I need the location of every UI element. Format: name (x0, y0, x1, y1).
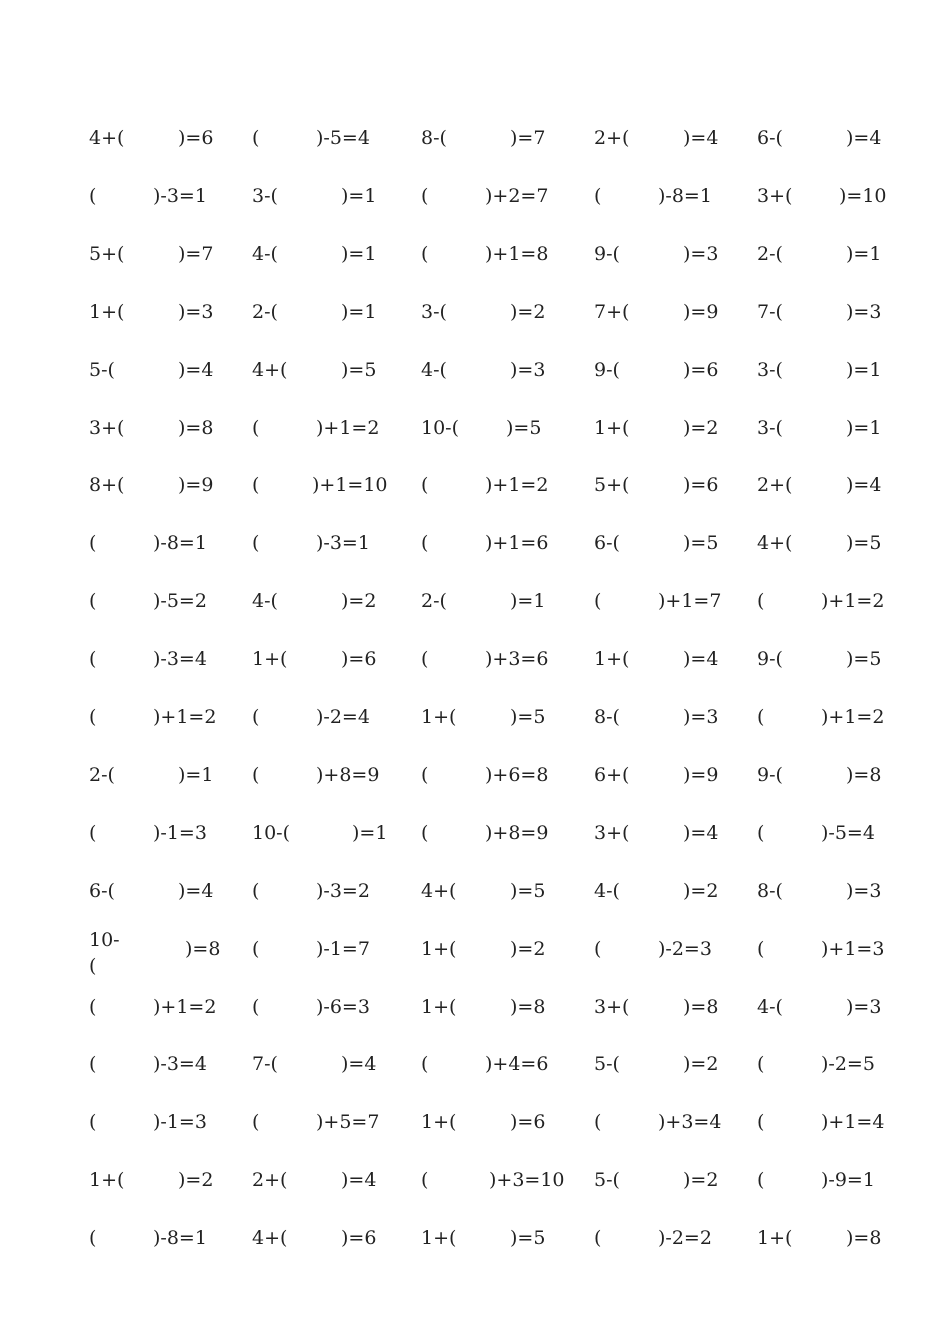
equation-right-part: )=7 (178, 242, 214, 265)
equation-left-part: 8-( (594, 706, 620, 728)
worksheet-row (0, 532, 950, 590)
equation-right-part: )=1 (846, 416, 882, 439)
equation-right-part: )=8 (510, 995, 546, 1018)
worksheet-row (0, 301, 950, 359)
equation-right-part: )=3 (846, 995, 882, 1018)
equation-right-part: )-5=4 (821, 821, 875, 844)
equation-right-part: )-2=4 (316, 706, 370, 728)
equation-right-part: )=8 (683, 995, 719, 1018)
equation-left-part: ( (421, 1169, 429, 1192)
equation-right-part: )+1=3 (821, 937, 885, 960)
equation-right-part: )=2 (683, 1169, 719, 1192)
equation-right-part: )=3 (846, 300, 882, 323)
equation-left-part: 3-( (757, 416, 783, 439)
equation-left-part: 4-( (421, 358, 447, 381)
equation-left-part: 7-( (252, 1053, 278, 1076)
equation-left-part: 1+( (757, 1227, 793, 1250)
equation-left-part: 2-( (757, 242, 783, 265)
equation-right-part: )-5=2 (153, 590, 207, 613)
equation-left-part: 1+( (421, 1227, 457, 1250)
equation-left-part: 1+( (594, 648, 630, 671)
equation-right-part: )=1 (846, 242, 882, 265)
equation-right-part: )=3 (683, 242, 719, 265)
equation-right-part: )=6 (341, 648, 377, 671)
equation-right-part: )+5=7 (316, 1111, 380, 1134)
equation-right-part: )-1=7 (316, 937, 370, 960)
equation-left-part: ( (89, 590, 97, 613)
equation-right-part: )=4 (683, 127, 719, 149)
equation-right-part: )=5 (846, 648, 882, 671)
equation-left-part: ( (252, 127, 260, 149)
equation-left-part: ( (421, 648, 429, 671)
equation-left-part: ( (757, 1053, 765, 1076)
equation-right-part: )=1 (341, 242, 377, 265)
equation-left-part: 7+( (594, 300, 630, 323)
equation-left-part: 5-( (594, 1053, 620, 1076)
equation-left-part: ( (252, 532, 260, 555)
equation-left-part: 4+( (757, 532, 793, 555)
equation-left-part: 1+( (421, 1111, 457, 1134)
equation-left-part: ( (252, 416, 260, 439)
equation-left-part: ( (252, 706, 260, 728)
equation-right-part: )=1 (341, 184, 377, 207)
equation-right-part: )-6=3 (316, 995, 370, 1018)
equation-right-part: )=2 (510, 937, 546, 960)
equation-left-part: ( (594, 1111, 602, 1134)
equation-right-part: )=8 (185, 937, 221, 960)
equation-left-part: ( (89, 1111, 97, 1134)
equation-right-part: )=2 (510, 300, 546, 323)
equation-left-part: ( (757, 937, 765, 960)
equation-right-part: )=5 (510, 706, 546, 728)
equation-left-part: ( (421, 242, 429, 265)
equation-right-part: )-1=3 (153, 821, 207, 844)
equation-right-part: )=3 (510, 358, 546, 381)
worksheet-row (0, 706, 950, 764)
equation-left-part: 1+( (421, 706, 457, 728)
equation-left-part: ( (252, 995, 260, 1018)
equation-right-part: )-3=2 (316, 879, 370, 902)
equation-left-part: 6-( (89, 879, 115, 902)
equation-left-part: 1+( (421, 937, 457, 960)
equation-left-part: ( (594, 184, 602, 207)
worksheet-row (0, 474, 950, 532)
equation-left-part: 5+( (594, 474, 630, 497)
equation-left-part: 6-( (594, 532, 620, 555)
equation-right-part: )=6 (683, 358, 719, 381)
worksheet-row (0, 417, 950, 475)
equation-left-part: 2-( (421, 590, 447, 613)
equation-right-part: )=10 (839, 184, 887, 207)
equation-left-part: 3-( (421, 300, 447, 323)
equation-right-part: )=1 (352, 821, 388, 844)
equation-left-part: 10- ( (89, 928, 120, 977)
equation-left-part: ( (89, 532, 97, 555)
equation-right-part: )=9 (683, 763, 719, 786)
equation-right-part: )-3=1 (316, 532, 370, 555)
equation-right-part: )=4 (846, 474, 882, 497)
equation-left-part: 4-( (757, 995, 783, 1018)
equation-right-part: )=8 (846, 763, 882, 786)
equation-left-part: 9-( (594, 358, 620, 381)
equation-left-part: 8-( (421, 127, 447, 149)
equation-right-part: )=8 (178, 416, 214, 439)
equation-left-part: ( (594, 590, 602, 613)
equation-left-part: ( (89, 821, 97, 844)
equation-left-part: ( (757, 821, 765, 844)
equation-right-part: )-3=4 (153, 1053, 207, 1076)
equation-left-part: ( (421, 763, 429, 786)
equation-left-part: 4-( (594, 879, 620, 902)
equation-right-part: )+1=8 (485, 242, 549, 265)
equation-right-part: )+3=6 (485, 648, 549, 671)
worksheet-row (0, 185, 950, 243)
equation-left-part: 2+( (252, 1169, 288, 1192)
equation-right-part: )=2 (178, 1169, 214, 1192)
equation-right-part: )=4 (683, 821, 719, 844)
equation-right-part: )+3=10 (489, 1169, 565, 1192)
equation-right-part: )+1=4 (821, 1111, 885, 1134)
equation-right-part: )=3 (846, 879, 882, 902)
equation-right-part: )=5 (341, 358, 377, 381)
equation-right-part: )-8=1 (153, 532, 207, 555)
equation-left-part: ( (421, 821, 429, 844)
equation-left-part: 9-( (757, 648, 783, 671)
equation-right-part: )-3=1 (153, 184, 207, 207)
equation-right-part: )=6 (683, 474, 719, 497)
equation-right-part: )-8=1 (153, 1227, 207, 1250)
equation-left-part: ( (252, 1111, 260, 1134)
equation-left-part: 4-( (252, 242, 278, 265)
equation-right-part: )=4 (178, 358, 214, 381)
worksheet-row (0, 127, 950, 185)
equation-left-part: 9-( (757, 763, 783, 786)
equation-right-part: )=2 (683, 416, 719, 439)
equation-right-part: )+1=10 (312, 474, 388, 497)
equation-left-part: ( (594, 937, 602, 960)
equation-right-part: )+4=6 (485, 1053, 549, 1076)
equation-right-part: )=1 (341, 300, 377, 323)
equation-left-part: 6+( (594, 763, 630, 786)
equation-right-part: )+1=2 (153, 706, 217, 728)
worksheet-row (0, 1227, 950, 1285)
equation-right-part: )=6 (341, 1227, 377, 1250)
equation-left-part: 3+( (594, 821, 630, 844)
worksheet-row (0, 1053, 950, 1111)
equation-right-part: )-5=4 (316, 127, 370, 149)
equation-right-part: )+1=2 (821, 590, 885, 613)
equation-left-part: 2-( (252, 300, 278, 323)
equation-right-part: )=5 (846, 532, 882, 555)
equation-left-part: ( (421, 1053, 429, 1076)
equation-right-part: )=3 (683, 706, 719, 728)
equation-right-part: )=4 (178, 879, 214, 902)
equation-right-part: )=3 (178, 300, 214, 323)
equation-left-part: 2+( (594, 127, 630, 149)
equation-right-part: )=6 (510, 1111, 546, 1134)
equation-right-part: )=5 (510, 879, 546, 902)
equation-left-part: 3+( (594, 995, 630, 1018)
equation-right-part: )=9 (683, 300, 719, 323)
worksheet-row (0, 928, 950, 996)
equation-left-part: ( (421, 474, 429, 497)
equation-left-part: 5-( (594, 1169, 620, 1192)
equation-left-part: ( (594, 1227, 602, 1250)
equation-left-part: 4+( (252, 1227, 288, 1250)
equation-left-part: 4+( (252, 358, 288, 381)
worksheet-row (0, 822, 950, 880)
equation-left-part: 1+( (252, 648, 288, 671)
equation-right-part: )+8=9 (316, 763, 380, 786)
equation-left-part: 10-( (421, 416, 460, 439)
equation-right-part: )+1=2 (485, 474, 549, 497)
equation-left-part: ( (89, 184, 97, 207)
equation-left-part: 5+( (89, 242, 125, 265)
equation-left-part: ( (252, 763, 260, 786)
equation-left-part: ( (421, 184, 429, 207)
equation-left-part: ( (89, 1227, 97, 1250)
equation-left-part: 1+( (421, 995, 457, 1018)
equation-left-part: ( (89, 995, 97, 1018)
equation-right-part: )=2 (683, 879, 719, 902)
equation-right-part: )-8=1 (658, 184, 712, 207)
equation-left-part: 2+( (757, 474, 793, 497)
equation-right-part: )=2 (341, 590, 377, 613)
equation-right-part: )+1=6 (485, 532, 549, 555)
equation-right-part: )+1=2 (153, 995, 217, 1018)
equation-right-part: )+2=7 (485, 184, 549, 207)
worksheet-row (0, 590, 950, 648)
equation-left-part: ( (757, 590, 765, 613)
equation-right-part: )=6 (178, 127, 214, 149)
worksheet-row (0, 359, 950, 417)
equation-left-part: 1+( (89, 1169, 125, 1192)
equation-left-part: 3-( (757, 358, 783, 381)
equation-right-part: )-3=4 (153, 648, 207, 671)
equation-left-part: 2-( (89, 763, 115, 786)
equation-left-part: ( (252, 879, 260, 902)
equation-left-part: 10-( (252, 821, 291, 844)
equation-right-part: )+8=9 (485, 821, 549, 844)
worksheet-row (0, 1169, 950, 1227)
worksheet-row (0, 996, 950, 1054)
equation-right-part: )-2=5 (821, 1053, 875, 1076)
equation-right-part: )=2 (683, 1053, 719, 1076)
equation-right-part: )=1 (510, 590, 546, 613)
equation-right-part: )+1=2 (316, 416, 380, 439)
equation-left-part: 8-( (757, 879, 783, 902)
equation-left-part: 4+( (89, 127, 125, 149)
equation-left-part: 3+( (757, 184, 793, 207)
equation-left-part: 5-( (89, 358, 115, 381)
equation-right-part: )+6=8 (485, 763, 549, 786)
equation-right-part: )=1 (178, 763, 214, 786)
equation-left-part: ( (757, 706, 765, 728)
equation-left-part: ( (252, 474, 260, 497)
equation-right-part: )-2=2 (658, 1227, 712, 1250)
equation-right-part: )-1=3 (153, 1111, 207, 1134)
equation-right-part: )+1=2 (821, 706, 885, 728)
equation-left-part: ( (89, 1053, 97, 1076)
equation-right-part: )=4 (341, 1053, 377, 1076)
worksheet-row (0, 764, 950, 822)
equation-left-part: 3-( (252, 184, 278, 207)
equation-left-part: ( (421, 532, 429, 555)
equation-right-part: )+3=4 (658, 1111, 722, 1134)
equation-right-part: )=7 (510, 127, 546, 149)
equation-right-part: )+1=7 (658, 590, 722, 613)
equation-right-part: )=4 (683, 648, 719, 671)
worksheet-row (0, 648, 950, 706)
equation-right-part: )=9 (178, 474, 214, 497)
equation-left-part: 6-( (757, 127, 783, 149)
equation-right-part: )=8 (846, 1227, 882, 1250)
equation-left-part: 7-( (757, 300, 783, 323)
equation-right-part: )-2=3 (658, 937, 712, 960)
equation-left-part: 8+( (89, 474, 125, 497)
equation-left-part: ( (89, 706, 97, 728)
equation-left-part: 4+( (421, 879, 457, 902)
equation-left-part: 1+( (594, 416, 630, 439)
equation-left-part: 9-( (594, 242, 620, 265)
equation-left-part: ( (89, 648, 97, 671)
equation-left-part: ( (757, 1111, 765, 1134)
equation-left-part: 4-( (252, 590, 278, 613)
equation-right-part: )=5 (683, 532, 719, 555)
equation-left-part: 1+( (89, 300, 125, 323)
equation-right-part: )=5 (506, 416, 542, 439)
equation-left-part: ( (252, 937, 260, 960)
equation-right-part: )=5 (510, 1227, 546, 1250)
equation-left-part: ( (757, 1169, 765, 1192)
equation-right-part: )=1 (846, 358, 882, 381)
worksheet-row (0, 880, 950, 938)
equation-right-part: )=4 (341, 1169, 377, 1192)
worksheet-row (0, 243, 950, 301)
equation-right-part: )-9=1 (821, 1169, 875, 1192)
equation-left-part: 3+( (89, 416, 125, 439)
worksheet-row (0, 1111, 950, 1169)
equation-right-part: )=4 (846, 127, 882, 149)
